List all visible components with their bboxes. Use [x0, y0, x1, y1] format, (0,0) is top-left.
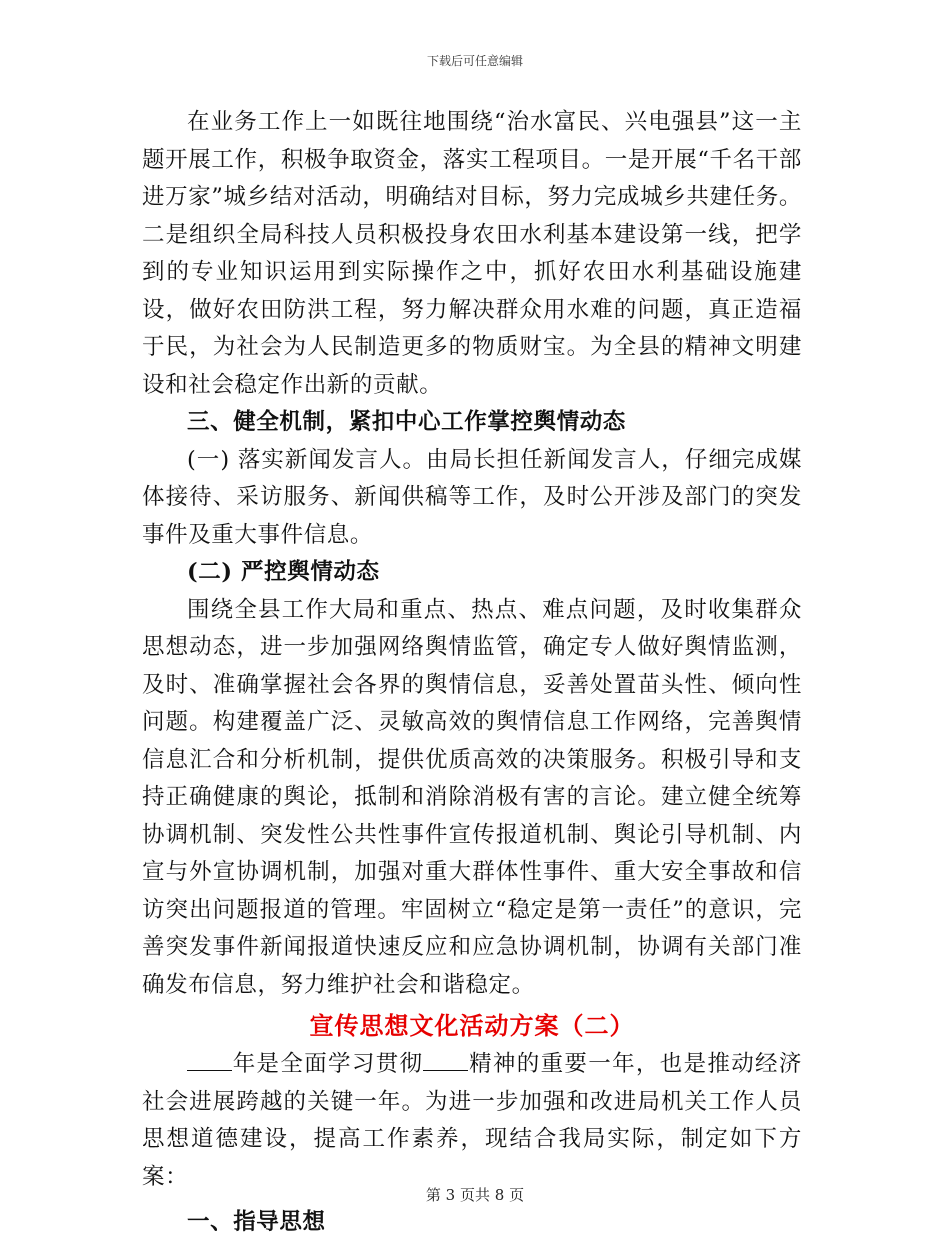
paragraph-news-spokesperson: (一) 落实新闻发言人。由局长担任新闻发言人，仔细完成媒体接待、采访服务、新闻供稿等工作，及时公开涉及部门的突发事件及重大事件信息。 [142, 446, 802, 548]
page-footer: 第 3 页共 8 页 [425, 1186, 525, 1204]
subsection-heading-2: (二) 严控舆情动态 [187, 559, 380, 585]
paragraph-public-opinion: 围绕全县工作大局和重点、热点、难点问题，及时收集群众思想动态，进一步加强网络舆情监管，确定专人做好舆情监测，及时、准确掌握社会各界的舆情信息，妥善处置苗头性、倾向性问题。构建覆盖广泛、灵敏高效的舆情信息工作网络，完善舆情信息汇合和分析机制，提供优质高效的决策服务。积极引导和支持正确健康的舆论，抵制和消除消极有害的言论。建立健全统筹协调机制、突发性公共性事件宣传报道机制、舆论引导机制、内宣与外宣协调机制，加强对重大群体性事件、重大安全事故和信访突出问题报道的管理。牢固树立“稳定是第一责任”的意识，完善突发事件新闻报道快速反应和应急协调机制，协调有关部门准确发布信息，努力维护社会和谐稳定。 [142, 596, 802, 998]
document-title: 宣传思想文化活动方案（二） [309, 1011, 635, 1040]
blank-underline [423, 1050, 468, 1071]
section-heading-1: 一、指导思想 [187, 1209, 326, 1235]
intro-part-b: 精神的重要一年，也是推动经济社会进展跨越的关键一年。为进一步加强和改进局机关工作人员思想道德建设，提高工作素养，现结合我局实际，制定如下方案： [142, 1051, 802, 1190]
paragraph-intro [142, 1046, 802, 1196]
blank-underline [187, 1050, 232, 1071]
document-body [142, 104, 802, 1242]
section-heading-3: 三、健全机制，紧扣中心工作掌控舆情动态 [187, 409, 626, 435]
intro-part-a: 年是全面学习贯彻 [232, 1051, 424, 1077]
paragraph-business-work: 在业务工作上一如既往地围绕“治水富民、兴电强县”这一主题开展工作，积极争取资金，落实工程项目。一是开展“千名干部进万家”城乡结对活动，明确结对目标，努力完成城乡共建任务。二是组织全局科技人员积极投身农田水利基本建设第一线，把学到的专业知识运用到实际操作之中，抓好农田水利基础设施建设，做好农田防洪工程，努力解决群众用水难的问题，真正造福于民，为社会为人民制造更多的物质财宝。为全县的精神文明建设和社会稳定作出新的贡献。 [142, 109, 802, 398]
page-header: 下载后可任意编辑 [426, 54, 523, 68]
